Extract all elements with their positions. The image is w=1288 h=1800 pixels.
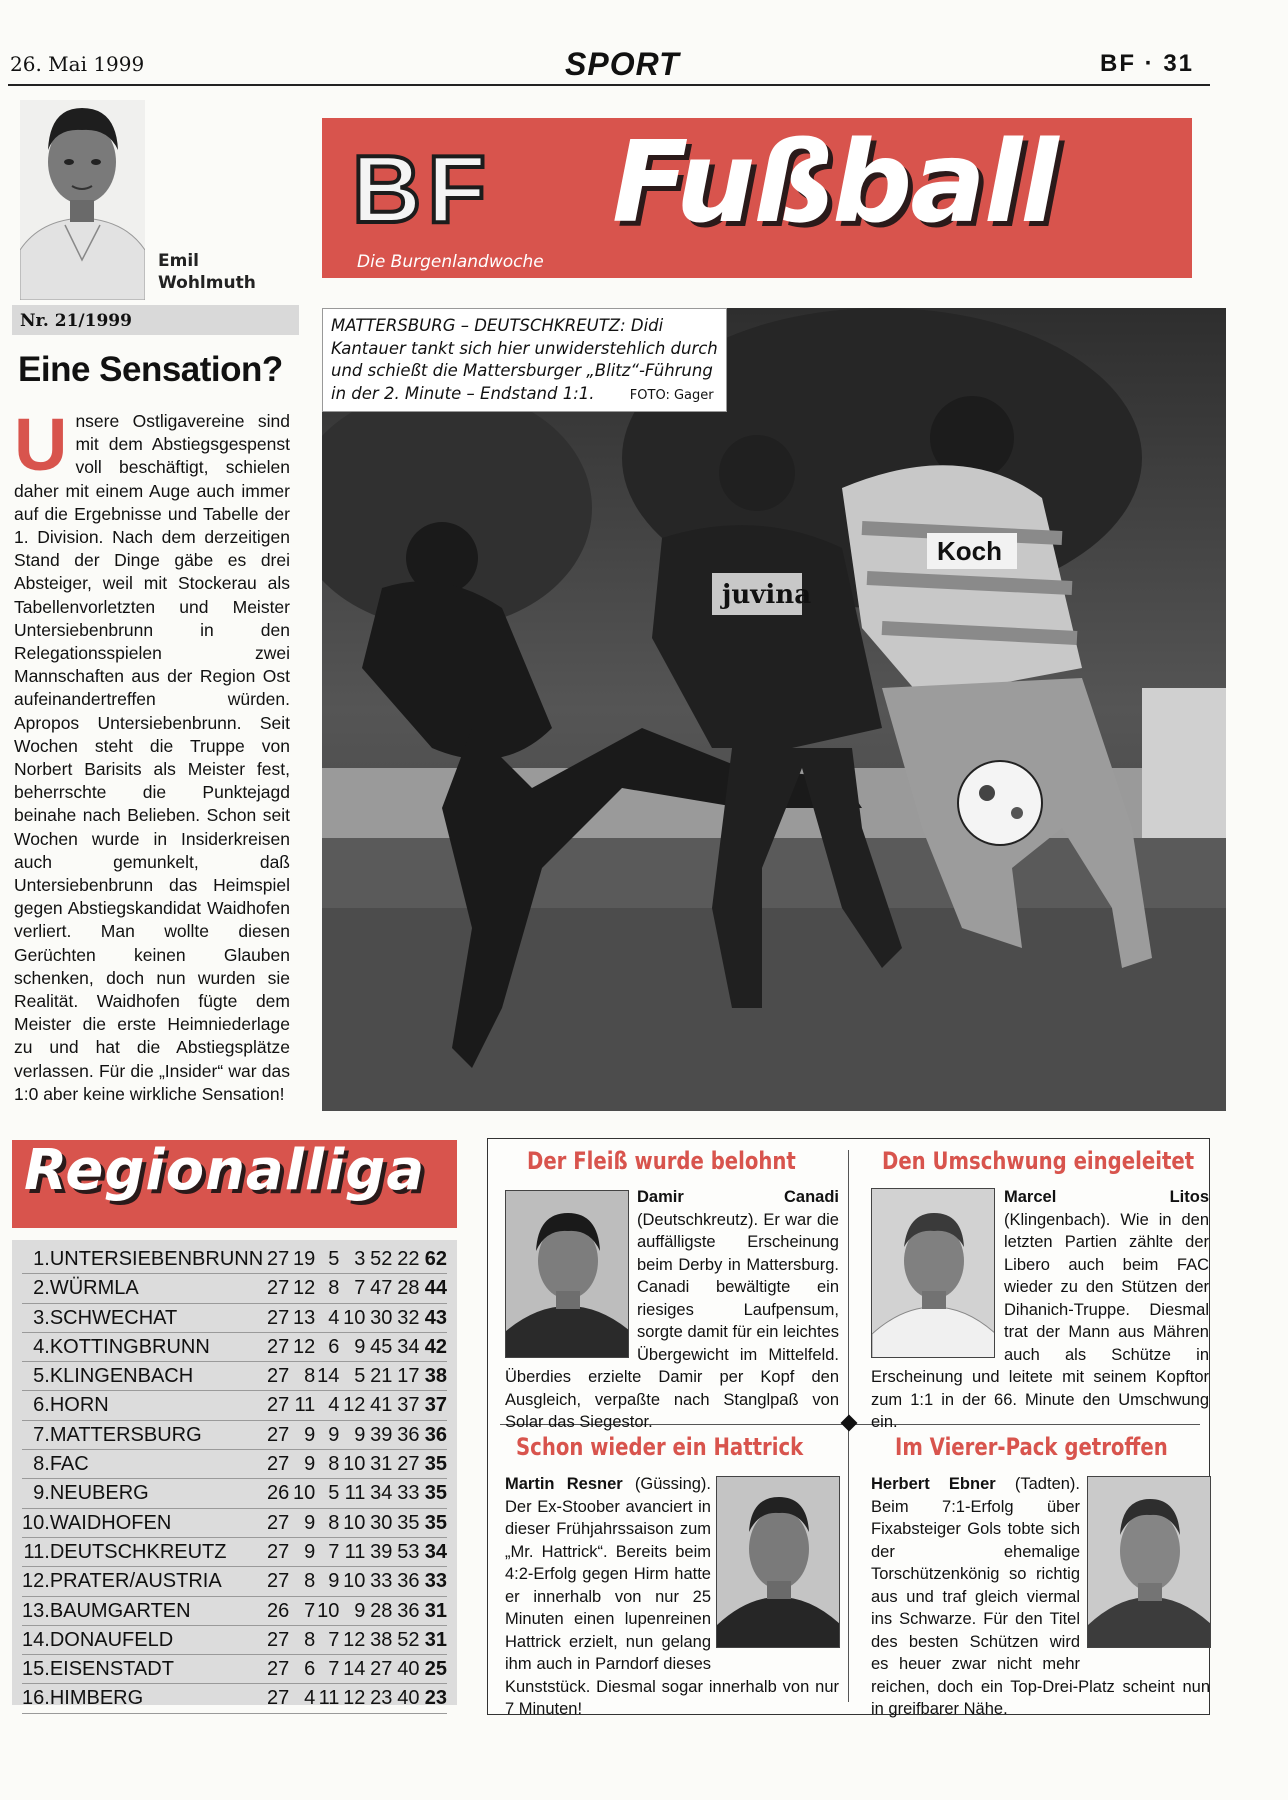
table-rank: 4. <box>22 1332 50 1361</box>
profile-canadi-name: Damir Canadi <box>637 1188 839 1206</box>
table-games: 27 <box>263 1245 289 1274</box>
table-losses: 12 <box>339 1391 365 1420</box>
table-goals-for: 21 <box>365 1362 392 1391</box>
table-wins: 19 <box>289 1245 315 1274</box>
photo-caption <box>322 308 727 412</box>
table-draws: 5 <box>315 1479 339 1508</box>
table-losses: 9 <box>339 1420 365 1449</box>
table-rank: 6. <box>22 1391 50 1420</box>
table-losses: 3 <box>339 1245 365 1274</box>
table-goals-for: 31 <box>365 1450 392 1479</box>
table-draws: 7 <box>315 1537 339 1566</box>
table-goals-for: 41 <box>365 1391 392 1420</box>
table-team: KLINGENBACH <box>50 1362 263 1391</box>
table-games: 27 <box>263 1303 289 1332</box>
table-rank: 14. <box>22 1625 50 1654</box>
table-games: 27 <box>263 1420 289 1449</box>
table-rank: 13. <box>22 1596 50 1625</box>
table-draws: 7 <box>315 1655 339 1684</box>
table-games: 26 <box>263 1479 289 1508</box>
profile-resner-title: Schon wieder ein Hattrick <box>516 1433 804 1461</box>
table-rank: 16. <box>22 1684 50 1713</box>
table-team: WÜRMLA <box>50 1274 263 1303</box>
table-goals-against: 28 <box>392 1274 419 1303</box>
banner-title: Fußball <box>612 118 1057 248</box>
table-losses: 11 <box>339 1479 365 1508</box>
banner-logo: BF <box>352 136 492 243</box>
table-rank: 2. <box>22 1274 50 1303</box>
commentary-dropcap: U <box>14 403 68 486</box>
table-goals-against: 27 <box>392 1450 419 1479</box>
profile-canadi-text <box>505 1186 839 1434</box>
table-row <box>22 1655 447 1684</box>
table-draws: 10 <box>315 1596 339 1625</box>
table-points: 31 <box>419 1596 447 1625</box>
table-row <box>22 1537 447 1566</box>
table-goals-for: 34 <box>365 1479 392 1508</box>
table-wins: 7 <box>289 1596 315 1625</box>
table-rank: 5. <box>22 1362 50 1391</box>
table-losses: 5 <box>339 1362 365 1391</box>
profile-litos-title: Den Umschwung eingeleitet <box>882 1147 1195 1175</box>
table-goals-for: 47 <box>365 1274 392 1303</box>
table-games: 27 <box>263 1567 289 1596</box>
regionalliga-title: Regionalliga <box>24 1138 426 1203</box>
table-points: 43 <box>419 1303 447 1332</box>
table-wins: 9 <box>289 1537 315 1566</box>
table-goals-against: 33 <box>392 1479 419 1508</box>
table-losses: 12 <box>339 1625 365 1654</box>
table-rank: 8. <box>22 1450 50 1479</box>
table-games: 27 <box>263 1655 289 1684</box>
table-draws: 8 <box>315 1450 339 1479</box>
table-points: 23 <box>419 1684 447 1713</box>
table-games: 27 <box>263 1332 289 1361</box>
table-losses: 9 <box>339 1596 365 1625</box>
table-team: DEUTSCHKREUTZ <box>50 1537 263 1566</box>
table-draws: 4 <box>315 1303 339 1332</box>
table-row <box>22 1508 447 1537</box>
table-losses: 14 <box>339 1655 365 1684</box>
table-goals-against: 40 <box>392 1655 419 1684</box>
table-points: 37 <box>419 1391 447 1420</box>
author-last-name: Wohlmuth <box>158 273 256 293</box>
table-draws: 6 <box>315 1332 339 1361</box>
jersey-sponsor-right: Koch <box>937 536 1002 566</box>
table-team: DONAUFELD <box>50 1625 263 1654</box>
table-goals-for: 30 <box>365 1303 392 1332</box>
table-rank: 3. <box>22 1303 50 1332</box>
banner-subtitle: Die Burgenlandwoche <box>357 252 544 272</box>
table-rank: 11. <box>22 1537 50 1566</box>
header-rule <box>8 84 1210 86</box>
table-wins: 11 <box>289 1391 315 1420</box>
profile-ebner-name: Herbert Ebner <box>871 1475 996 1493</box>
table-goals-for: 23 <box>365 1684 392 1713</box>
photo-caption-text: MATTERSBURG – DEUTSCHKREUTZ: Didi Kantauer tankt sich hier unwiderstehlich durch und schießt die Mattersburger „Blitz“-Führung in der 2. Minute – Endstand 1:1. <box>331 316 718 403</box>
table-goals-against: 53 <box>392 1537 419 1566</box>
header-section: SPORT <box>565 46 680 82</box>
profile-photo-spacer <box>505 1186 637 1358</box>
table-rank: 12. <box>22 1567 50 1596</box>
table-team: MATTERSBURG <box>50 1420 263 1449</box>
table-points: 31 <box>419 1625 447 1654</box>
header-date: 26. Mai 1999 <box>10 52 145 76</box>
table-goals-against: 36 <box>392 1420 419 1449</box>
table-row <box>22 1420 447 1449</box>
table-goals-against: 32 <box>392 1303 419 1332</box>
profile-resner-name: Martin Resner <box>505 1475 623 1493</box>
table-wins: 10 <box>289 1479 315 1508</box>
commentary-headline: Eine Sensation? <box>18 350 283 389</box>
table-goals-for: 33 <box>365 1567 392 1596</box>
table-goals-against: 40 <box>392 1684 419 1713</box>
table-goals-against: 34 <box>392 1332 419 1361</box>
table-goals-against: 35 <box>392 1508 419 1537</box>
table-wins: 9 <box>289 1450 315 1479</box>
table-games: 27 <box>263 1274 289 1303</box>
table-team: FAC <box>50 1450 263 1479</box>
table-goals-for: 45 <box>365 1332 392 1361</box>
table-goals-against: 22 <box>392 1245 419 1274</box>
table-losses: 10 <box>339 1303 365 1332</box>
commentary-body <box>14 403 290 1106</box>
table-points: 25 <box>419 1655 447 1684</box>
profile-ebner-body: (Tadten). Beim 7:1-Erfolg über Fixabsteiger Gols tobte sich der ehemalige Torschützenkönig so richtig aus und traf gleich viermal ins Schwarze. Für den Titel des besten Schützen wird es heuer zwar nicht mehr reichen, doch ein Top-Drei-Platz scheint nun in greifbarer Nähe. <box>871 1475 1210 1718</box>
regionalliga-standings-table <box>22 1245 447 1714</box>
table-losses: 9 <box>339 1332 365 1361</box>
match-photo-graphic <box>322 308 1226 1111</box>
table-losses: 10 <box>339 1508 365 1537</box>
table-points: 35 <box>419 1508 447 1537</box>
table-games: 27 <box>263 1391 289 1420</box>
table-row <box>22 1479 447 1508</box>
table-losses: 11 <box>339 1537 365 1566</box>
table-points: 62 <box>419 1245 447 1274</box>
profile-ebner-title: Im Vierer-Pack getroffen <box>895 1433 1168 1461</box>
table-team: PRATER/AUSTRIA <box>50 1567 263 1596</box>
match-photo <box>322 308 1226 1111</box>
table-draws: 7 <box>315 1625 339 1654</box>
profile-photo-spacer <box>711 1473 839 1657</box>
table-goals-for: 39 <box>365 1420 392 1449</box>
table-goals-against: 17 <box>392 1362 419 1391</box>
table-rank: 15. <box>22 1655 50 1684</box>
table-row <box>22 1245 447 1274</box>
table-goals-against: 36 <box>392 1567 419 1596</box>
table-wins: 8 <box>289 1625 315 1654</box>
table-losses: 12 <box>339 1684 365 1713</box>
table-goals-for: 39 <box>365 1537 392 1566</box>
table-games: 27 <box>263 1537 289 1566</box>
photo-credit: FOTO: Gager <box>629 387 714 403</box>
profile-canadi-title: Der Fleiß wurde belohnt <box>527 1147 796 1175</box>
table-games: 26 <box>263 1596 289 1625</box>
table-draws: 8 <box>315 1274 339 1303</box>
table-games: 27 <box>263 1362 289 1391</box>
table-wins: 6 <box>289 1655 315 1684</box>
table-rank: 9. <box>22 1479 50 1508</box>
table-draws: 5 <box>315 1245 339 1274</box>
table-games: 27 <box>263 1684 289 1713</box>
profile-litos-text <box>871 1186 1209 1434</box>
table-wins: 8 <box>289 1362 315 1391</box>
table-team: HORN <box>50 1391 263 1420</box>
table-goals-against: 37 <box>392 1391 419 1420</box>
table-losses: 7 <box>339 1274 365 1303</box>
table-team: UNTERSIEBENBRUNN <box>50 1245 263 1274</box>
profile-resner-text <box>505 1473 839 1721</box>
table-draws: 8 <box>315 1508 339 1537</box>
table-points: 34 <box>419 1537 447 1566</box>
table-goals-for: 38 <box>365 1625 392 1654</box>
table-goals-for: 27 <box>365 1655 392 1684</box>
table-row <box>22 1274 447 1303</box>
table-draws: 11 <box>315 1684 339 1713</box>
table-wins: 4 <box>289 1684 315 1713</box>
table-rank: 7. <box>22 1420 50 1449</box>
table-wins: 12 <box>289 1274 315 1303</box>
author-first-name: Emil <box>158 251 199 271</box>
table-goals-against: 36 <box>392 1596 419 1625</box>
commentary-text: nsere Ostligavereine sind mit dem Abstiegsgespenst voll beschäftigt, schielen daher mit einem Auge auch immer auf die Ergebnisse und Tabelle der 1. Division. Nach dem derzeitigen Stand der Dinge gäbe es drei Absteiger, weil mit Stockerau als Tabellenvorletzten und Meister Untersiebenbrunn in den Relegationsspielen zwei Mannschaften aus der Region Ost aufeinandertreffen würden. Apropos Untersiebenbrunn. Seit Wochen steht die Truppe von Norbert Barisits als Meister fest, beherrschte die Punktejagd beinahe nach Belieben. Schon seit Wochen wurde in Insiderkreisen auch gemunkelt, daß Untersiebenbrunn das Heimspiel gegen Abstiegskandidat Waidhofen verliert. Man wollte diesen Gerüchten keinen Glauben schenken, doch nun wurden sie Realität. Waidhofen fügte dem Meister die erste Heimniederlage zu und hat die Abstiegsplätze verlassen. Für die „Insider“ war das 1:0 aber keine wirkliche Sensation! <box>14 411 290 1104</box>
table-losses: 10 <box>339 1450 365 1479</box>
table-team: HIMBERG <box>50 1684 263 1713</box>
profile-photo-spacer <box>1080 1473 1210 1657</box>
profile-ebner-text <box>871 1473 1210 1721</box>
table-rank: 10. <box>22 1508 50 1537</box>
table-row <box>22 1332 447 1361</box>
table-goals-for: 30 <box>365 1508 392 1537</box>
table-wins: 8 <box>289 1567 315 1596</box>
table-row <box>22 1362 447 1391</box>
header-page-number: BF · 31 <box>1100 50 1195 77</box>
jersey-sponsor-left: juvina <box>722 580 812 610</box>
table-draws: 4 <box>315 1391 339 1420</box>
table-points: 35 <box>419 1450 447 1479</box>
profile-resner-body: (Güssing). Der Ex-Stoober avanciert in dieser Frühjahrssaison zum „Mr. Hattrick“. Bereits beim 4:2-Erfolg gegen Hirm hatte er innerhalb von nur 25 Minuten einen lupenreinen Hattrick erzielt, nun gelang ihm auch in Parndorf dieses Kunststück. Diesmal sogar innerhalb von nur 7 Minuten! <box>505 1475 839 1718</box>
table-points: 44 <box>419 1274 447 1303</box>
issue-number: Nr. 21/1999 <box>12 305 299 335</box>
table-points: 35 <box>419 1479 447 1508</box>
profile-litos-body: (Klingenbach). Wie in den letzten Partien zählte der Libero auch beim FAC wieder zu den Stützen der Dihanich-Truppe. Diesmal trat der Mann aus Mähren auch als Schütze in Erscheinung und leitete mit seinem Kopftor zum 1:1 in der 66. Minute den Umschwung ein. <box>871 1210 1209 1431</box>
table-row <box>22 1391 447 1420</box>
author-portrait <box>20 100 145 300</box>
table-row <box>22 1450 447 1479</box>
table-points: 36 <box>419 1420 447 1449</box>
author-name <box>158 250 256 294</box>
profile-photo-spacer <box>871 1186 1004 1358</box>
table-team: EISENSTADT <box>50 1655 263 1684</box>
table-draws: 9 <box>315 1420 339 1449</box>
table-row <box>22 1303 447 1332</box>
profile-canadi-body: (Deutschkreutz). Er war die auffälligste Erscheinung beim Derby in Mattersburg. Canadi bewältigte ein riesiges Laufpensum, sorgte damit für ein leichtes Übergewicht im Mittelfeld. Überdies erzielte Damir per Kopf den Ausgleich, verpaßte nach Stanglpaß von Solar das Siegestor. <box>505 1210 839 1431</box>
table-row <box>22 1625 447 1654</box>
table-rank: 1. <box>22 1245 50 1274</box>
table-row <box>22 1596 447 1625</box>
table-goals-for: 52 <box>365 1245 392 1274</box>
table-team: KOTTINGBRUNN <box>50 1332 263 1361</box>
table-row <box>22 1567 447 1596</box>
table-goals-for: 28 <box>365 1596 392 1625</box>
table-row <box>22 1684 447 1713</box>
table-goals-against: 52 <box>392 1625 419 1654</box>
table-team: SCHWECHAT <box>50 1303 263 1332</box>
table-games: 27 <box>263 1450 289 1479</box>
table-points: 42 <box>419 1332 447 1361</box>
table-draws: 9 <box>315 1567 339 1596</box>
table-wins: 9 <box>289 1508 315 1537</box>
table-team: WAIDHOFEN <box>50 1508 263 1537</box>
table-team: NEUBERG <box>50 1479 263 1508</box>
profile-litos-name: Marcel Litos <box>1004 1188 1209 1206</box>
table-team: BAUMGARTEN <box>50 1596 263 1625</box>
table-wins: 13 <box>289 1303 315 1332</box>
table-games: 27 <box>263 1508 289 1537</box>
table-games: 27 <box>263 1625 289 1654</box>
table-wins: 9 <box>289 1420 315 1449</box>
table-points: 38 <box>419 1362 447 1391</box>
author-portrait-graphic <box>20 100 145 300</box>
table-draws: 14 <box>315 1362 339 1391</box>
table-wins: 12 <box>289 1332 315 1361</box>
table-points: 33 <box>419 1567 447 1596</box>
table-losses: 10 <box>339 1567 365 1596</box>
